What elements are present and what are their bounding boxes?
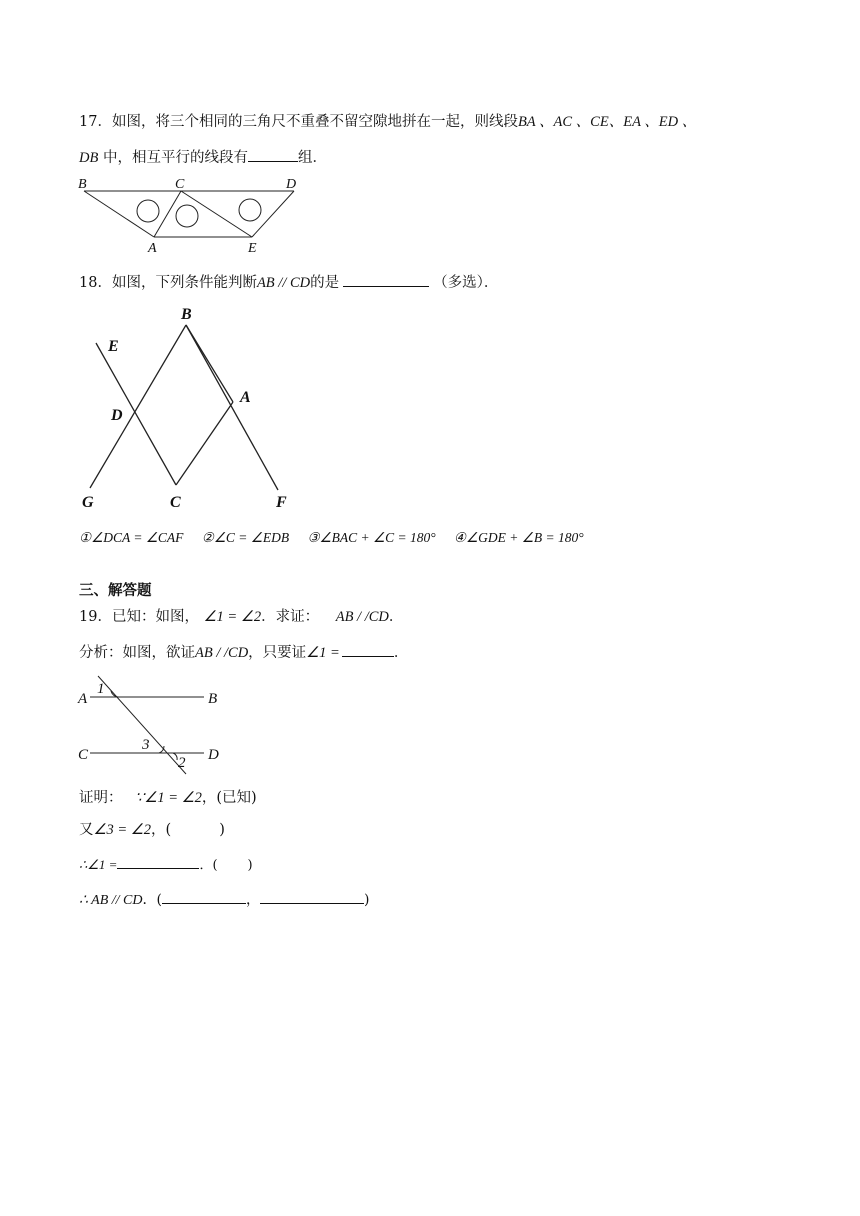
q18-option-2: ②∠C = ∠EDB	[201, 530, 290, 545]
q19-proof-paren-close-2: )	[219, 822, 225, 838]
q18-option-4: ④∠GDE + ∠B = 180°	[453, 530, 584, 545]
q19-proof-paren-open-2: ，(	[151, 822, 172, 838]
q19-prove-math: AB / /CD	[335, 609, 389, 625]
q19-proof-text-2: 又	[79, 822, 94, 838]
q18-label-c: C	[170, 494, 181, 511]
q18-label-g: G	[82, 494, 94, 511]
q19-label-b: B	[208, 691, 218, 707]
q17-line-2	[79, 146, 327, 168]
q19-proof-math-1: ∵∠1 = ∠2	[135, 790, 202, 806]
q18-label-e: E	[108, 338, 119, 355]
q18-options	[79, 528, 584, 548]
q19-proof-reason-1: ，(已知)	[201, 790, 257, 806]
q19-known: 19．已知：如图， ∠1 = ∠2．求证： AB / /CD．	[79, 609, 404, 625]
q18-figure	[78, 300, 298, 515]
q19-proof-paren-open-3: ．(	[199, 858, 218, 873]
q17-triangles-figure	[76, 174, 306, 256]
q17-label-b: B	[78, 177, 87, 192]
q19-proof-math-2: ∠3 = ∠2	[93, 822, 152, 838]
q17-label-d: D	[286, 177, 297, 192]
q18-question	[79, 271, 498, 293]
q19-proof-math-4: ∴ AB // CD	[79, 893, 143, 908]
q18-label-a: A	[240, 389, 251, 406]
q18-label-b: B	[181, 306, 192, 323]
q18-math: AB // CD	[256, 275, 311, 291]
q19-label-angle-3: 3	[142, 737, 150, 753]
q19-proof-sep-4: ，	[245, 892, 260, 908]
q18-label-f: F	[276, 494, 287, 511]
q17-text: 17．如图，将三个相同的三角尺不重叠不留空隙地拼在一起，则线段	[79, 114, 518, 130]
q19-known-text: 19．已知：如图，	[79, 609, 199, 625]
q19-analysis: 分析：如图，欲证AB / /CD，只要证∠1 = ．	[79, 641, 408, 663]
q19-label-d: D	[208, 747, 219, 763]
q19-proof-line-1	[79, 788, 257, 808]
q19-known-math: ∠1 = ∠2	[203, 609, 262, 625]
q19-proof-line-3	[79, 855, 253, 876]
q19-reason-blank-4b[interactable]	[260, 888, 364, 904]
q19-proof-paren-close-3: )	[247, 858, 253, 873]
q19-answer-blank-3[interactable]	[117, 855, 199, 869]
q19-analysis-math-2: ∠1 =	[306, 645, 340, 661]
q18-text-3: （多选）．	[433, 275, 499, 291]
section-heading: 三、解答题	[79, 582, 152, 599]
q18-option-3: ③∠BAC + ∠C = 180°	[307, 530, 436, 545]
q18-text-2: 的是	[310, 275, 340, 291]
q19-analysis-blank[interactable]	[342, 641, 394, 657]
q17-line-1	[79, 112, 696, 132]
q19-proof-line-2	[79, 820, 225, 840]
q19-label-angle-2: 2	[178, 755, 186, 771]
q17-segments: BA 、AC 、CE、EA 、ED 、	[517, 114, 697, 130]
q19-analysis-math: AB / /CD	[195, 645, 249, 661]
q19-proof-label: 证明：	[79, 790, 123, 806]
q18-text: 18．如图，下列条件能判断	[79, 275, 257, 291]
q17-label-c: C	[175, 177, 185, 192]
q19-label-c: C	[78, 747, 89, 763]
q17-question: 中，相互平行的线段有	[98, 150, 248, 166]
q17-segment-db: DB	[79, 150, 99, 166]
q19-analysis-text-2: ，只要证	[248, 645, 307, 661]
q19-figure	[78, 670, 238, 780]
q19-label-a: A	[78, 691, 88, 707]
q19-proof-paren-close-4: )	[363, 892, 370, 908]
q17-label-a: A	[148, 241, 157, 256]
q19-reason-blank-4a[interactable]	[162, 888, 246, 904]
q17-unit: 组．	[297, 150, 327, 166]
q18-answer-blank[interactable]	[343, 271, 429, 287]
q17-answer-blank[interactable]	[248, 146, 298, 162]
q18-label-d: D	[111, 407, 123, 424]
q19-label-angle-1: 1	[97, 681, 105, 697]
q17-label-e: E	[248, 241, 257, 256]
q19-prove-text: ．求证：	[261, 609, 320, 625]
q19-analysis-text: 分析：如图，欲证	[79, 645, 195, 661]
q19-proof-line-4	[79, 888, 369, 911]
q19-proof-math-3: ∴∠1 =	[79, 857, 118, 872]
q18-option-1: ①∠DCA = ∠CAF	[79, 530, 184, 545]
q19-proof-paren-open-4: ．(	[142, 892, 162, 908]
